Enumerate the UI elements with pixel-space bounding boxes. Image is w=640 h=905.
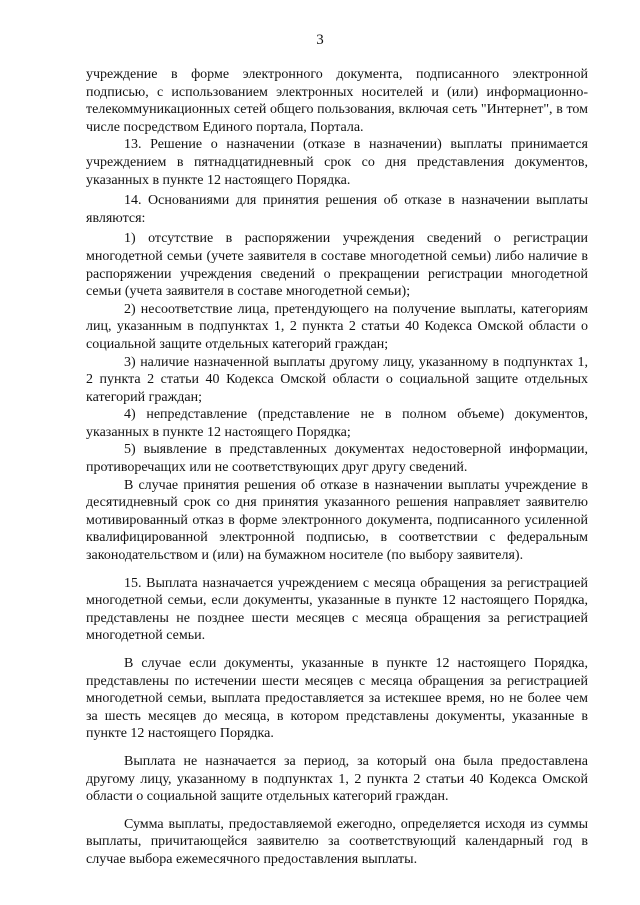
paragraph-annual-amount: Сумма выплаты, предоставляемой ежегодно, определяется исходя из суммы выплаты, причитающейся заявителю за соответствующий календарный год в случае выбора ежемесячного предоставления выплаты. <box>86 816 588 867</box>
paragraph-13: 13. Решение о назначении (отказе в назначении) выплаты принимается учреждением в пятнадцатидневный срок со дня представления документов, указанных в пункте 12 настоящего Порядка. <box>86 137 588 188</box>
paragraph-continuation: учреждение в форме электронного документа, подписанного электронной подписью, с использованием электронных носителей и (или) информационно-телекоммуникационных сетей общего пользования, включая сеть "Интернет", в том числе посредством Единого портала, Портала. <box>86 67 588 135</box>
list-item-3: 3) наличие назначенной выплаты другому лицу, указанному в подпунктах 1, 2 пункта 2 статьи 40 Кодекса Омской области о социальной защите отдельных категорий граждан; <box>86 354 588 405</box>
list-item-5: 5) выявление в представленных документах недостоверной информации, противоречащих или не соответствующих друг другу сведений. <box>86 442 588 476</box>
list-item-4: 4) непредставление (представление не в полном объеме) документов, указанных в пункте 12 настоящего Порядка; <box>86 407 588 440</box>
page-number: 3 <box>316 32 324 48</box>
paragraph-late-documents: В случае если документы, указанные в пункте 12 настоящего Порядка, представлены по истечении шести месяцев с месяца обращения за регистрацией многодетной семьи, выплата предоставляется за истекшее время, но не более чем за шесть месяцев до месяца, в котором представлены документы, указанные в пункте 12 настоящего Порядка. <box>86 656 588 742</box>
list-item-2: 2) несоответствие лица, претендующего на получение выплаты, категориям лиц, указанным в подпунктах 1, 2 пункта 2 статьи 40 Кодекса Омской области о социальной защите отдельных категорий граждан; <box>86 301 588 352</box>
paragraph-refusal-notice: В случае принятия решения об отказе в назначении выплаты учреждение в десятидневный срок со дня принятия указанного решения направляет заявителю мотивированный отказ в форме электронного документа, подписанного усиленной квалифицированной электронной подписью, в соответствии с федеральным законодательством и (или) на бумажном носителе (по выбору заявителя). <box>86 477 588 564</box>
paragraph-period-exclusion: Выплата не назначается за период, за который она была предоставлена другому лицу, указанному в подпунктах 1, 2 пункта 2 статьи 40 Кодекса Омской области о социальной защите отдельных категорий граждан. <box>86 753 588 805</box>
document-body <box>86 66 588 869</box>
list-item-1: 1) отсутствие в распоряжении учреждения сведений о регистрации многодетной семьи (учете заявителя в составе многодетной семьи) либо наличие в распоряжении учреждения сведений о прекращении регистрации многодетной семьи (учета заявителя в составе многодетной семьи); <box>86 231 588 300</box>
paragraph-14: 14. Основаниями для принятия решения об отказе в назначении выплаты являются: <box>86 193 588 226</box>
paragraph-15: 15. Выплата назначается учреждением с месяца обращения за регистрацией многодетной семьи, если документы, указанные в пункте 12 настоящего Порядка, представлены не позднее шести месяцев с месяца обращения за регистрацией многодетной семьи. <box>86 575 588 644</box>
